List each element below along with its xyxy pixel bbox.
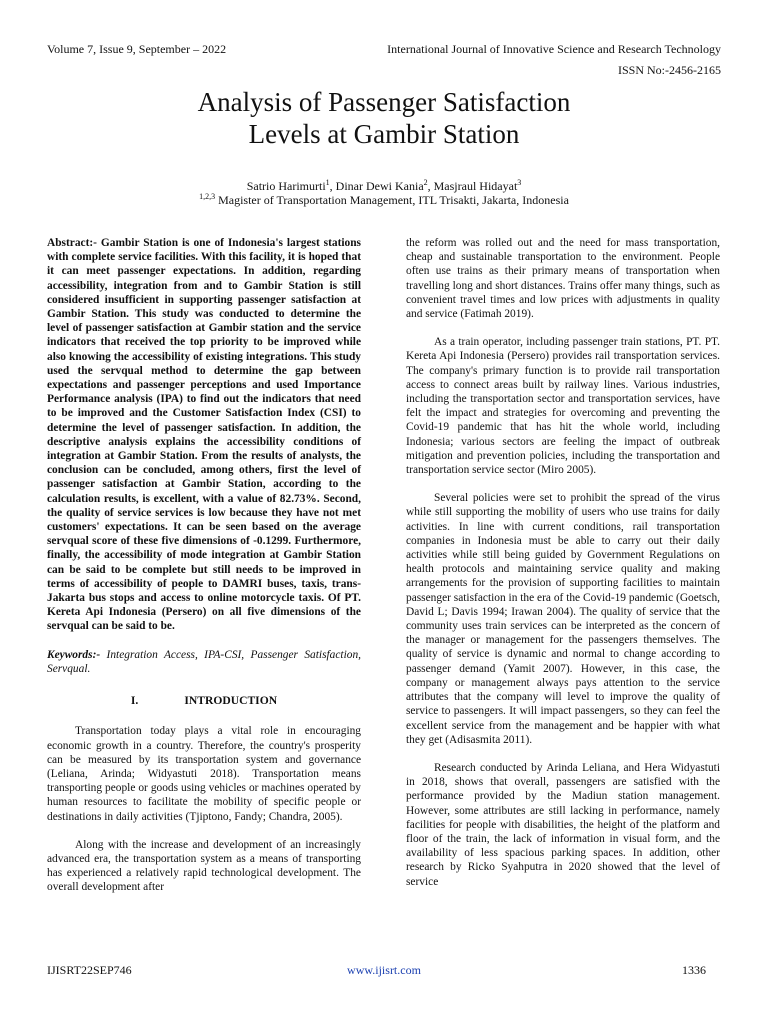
abstract-text: Gambir Station is one of Indonesia's largest stations with complete service facilities. With this facility, it is hoped that it can meet passenger expectations. In addition, regarding accessibility, integration from and to Gambir Station is still considered insufficient in supporting passenger satisfaction at Gambir Station. This study was conducted to determine the level of passenger satisfaction at Gambir station and the service indicators that received the top priority to be improved while also knowing the accessibility of existing integrations. This study used the servqual method to determine the gap between expectations and passenger perceptions and used Importance Performance analysis (IPA) to find out the indicators that need to be improved and the Customer Satisfaction Index (CSI) to determine the level of passenger satisfaction. In addition, the descriptive analysis explains the accessibility conditions of integration at Gambir Station. From the results of analysts, the conclusion can be concluded, among others, first the level of passenger satisfaction at Gambir Station, according to the calculation results, is excellent, with a value of 82.73%. Second, the quality of service services is low because they have not met customers' expectations. It can be seen based on the average servqual score of these five dimensions of -0.1299. Furthermore, finally, the accessibility of mode integration at Gambir Station can be said to be complete but still needs to be improved in terms of accessibility of people to DAMRI buses, taxis, trans-Jakarta bus stops and access to online motorcycle taxis. Of PT. Kereta Api Indonesia (Persero) on all five dimensions of the servqual can be said to be. <box>47 237 361 633</box>
intro-paragraph-1: Transportation today plays a vital role in encouraging economic growth in a country. Therefore, the country's prosperity can be measured by its transportation system and governance (Leliana, Arinda; Widyastuti 2018). Transportation means transporting people or goods using vehicles or machines operated by human resources to facilitate the mobility of specific people or destinations in daily activities (Tjiptono, Fandy; Chandra, 2005). <box>47 725 361 823</box>
section-number: I. <box>130 694 139 708</box>
paper-id: IJISRT22SEP746 <box>47 963 132 977</box>
author-list: Satrio Harimurti$^1$, Dinar Dewi Kania$^2$, Masjraul Hidayat$^3$ <box>246 178 522 193</box>
keywords-text: Integration Access, IPA-CSI, Passenger Satisfaction, Servqual. <box>47 648 361 675</box>
body-paragraph-1: the reform was rolled out and the need for mass transportation, cheap and sustainable transportation to the environment. People often use trains as their primary means of transportation when travelling long and short distances. Trains offer many things, such as convenient travel times and low prices with adjustments in quality and service (Fatimah 2019). <box>406 237 720 321</box>
paper-title <box>0 86 768 150</box>
affiliation-mark: 1,2,3 <box>199 192 216 201</box>
author-3-affil-mark: 3 <box>517 178 522 187</box>
author-3: Masjraul Hidayat <box>433 179 518 193</box>
author-1-affil-mark: 1 <box>325 178 330 187</box>
paper-title-line-2: Levels at Gambir Station <box>248 119 520 149</box>
left-column <box>47 236 361 909</box>
page-number: 1336 <box>682 963 706 977</box>
abstract-label: Abstract:- <box>47 237 97 249</box>
body-paragraph-2: As a train operator, including passenger train stations, PT. PT. Kereta Api Indonesia (Persero) provides rail transportation services. The company's primary function is to provide rail transportation access to connect areas built by railway lines. Various industries, including the transportation sector and transportation services, have felt the impact and strategies for overcoming and preventing the Covid-19 pandemic that has hit the whole world, including Indonesia; various sectors are feeling the impact of outbreak mitigation and prevention policies, including the transportation and transportation service sector (Miro 2005). <box>406 336 720 477</box>
abstract <box>47 236 361 634</box>
body-paragraph-3: Several policies were set to prohibit the spread of the virus while still supporting the mobility of users who use trains for daily activities. In line with current conditions, rail transportation companies in Indonesia must be able to carry out their daily activities while still being guided by Government Regulations on health protocols and maintaining service quality and making arrangements for the provision of supporting facilities to maintain passenger satisfaction in the era of the Covid-19 pandemic (Goetsch, David L; Davis 1994; Irawan 2004). The quality of service that the community uses train services can be interpreted as the concern of the manager or management for the passengers themselves. The quality of service is dynamic and normal to change according to passenger demand (Yamit 2007). However, in this case, the company or management always pays attention to the service attributes that the company will level to improve the quality of service to passengers. It will impact passengers, so they can feel the excellent service from the management and be happier with what they get (Adisasmita 2011). <box>406 492 720 746</box>
paper-title-line-1: Analysis of Passenger Satisfaction <box>197 87 571 117</box>
body-paragraph-4: Research conducted by Arinda Leliana, and Hera Widyastuti in 2018, shows that overall, passengers are satisfied with the performance provided by the Madiun station management. However, some attributes are still lacking in performance, namely facilities for people with disabilities, the height of the platform and floor of the train, the lack of information in visual form, and the availability of less spacious parking spaces. In addition, other research by Ricko Syahputra in 2020 showed that the level of service <box>406 761 720 888</box>
journal-website-link[interactable]: www.ijisrt.com <box>347 963 421 977</box>
right-column <box>406 236 720 903</box>
author-1: Satrio Harimurti <box>246 179 326 193</box>
affiliation-text: Magister of Transportation Management, ITL Trisakti, Jakarta, Indonesia <box>218 193 569 207</box>
issn-number: ISSN No:-2456-2165 <box>617 63 721 77</box>
keywords-label: Keywords:- <box>47 648 101 661</box>
author-affiliation <box>0 193 768 208</box>
keywords <box>47 648 361 676</box>
author-2-affil-mark: 2 <box>423 178 428 187</box>
author-2: Dinar Dewi Kania <box>335 179 424 193</box>
journal-name: International Journal of Innovative Science and Research Technology <box>387 42 721 56</box>
section-title: INTRODUCTION <box>184 694 278 708</box>
section-heading-introduction <box>47 694 361 708</box>
journal-volume-info: Volume 7, Issue 9, September – 2022 <box>47 42 227 56</box>
intro-paragraph-2: Along with the increase and development of an increasingly advanced era, the transportation system as a means of transporting has experienced a relatively rapid technological development. The overall development after <box>47 838 361 894</box>
